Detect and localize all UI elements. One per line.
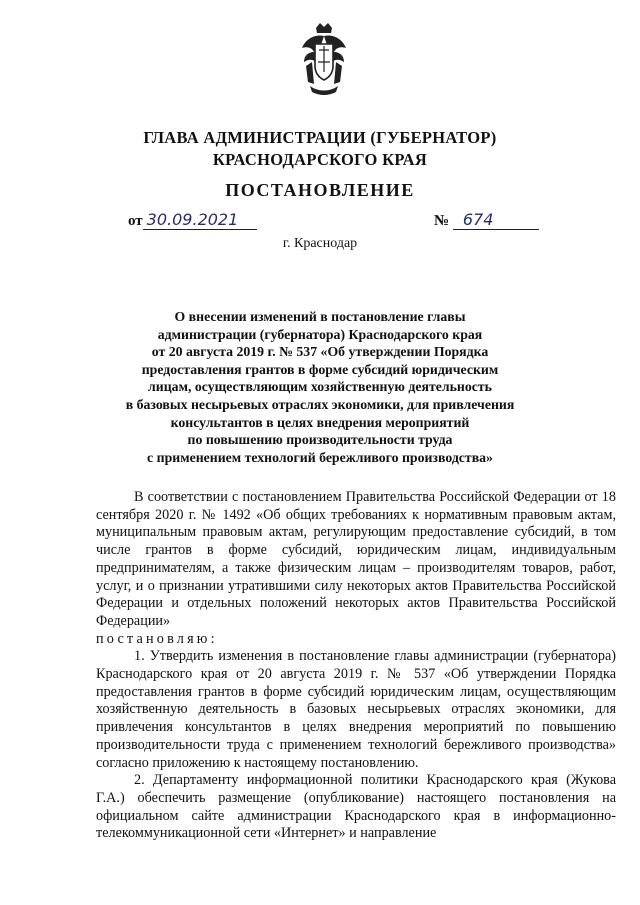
- document-title: [120, 308, 520, 466]
- item-1-paragraph: 1. Утвердить изменения в постановление главы администрации (губернатора) Краснодарского края от 20 августа 2019 г. № 537 «Об утверждении Порядка предоставления грантов в форме субсидий юридическим лицам, осуществляющим хозяйственную деятельность в базовых несырьевых отраслях экономики, для привлечения консультантов в целях внедрения мероприятий по повышению производительности труда с применением технологий бережливого производства» согласно приложению к настоящему постановлению.: [96, 648, 616, 771]
- document-body: [96, 489, 616, 843]
- title-line: лицам, осуществляющим хозяйственную деятельность: [148, 379, 492, 395]
- number-line: [434, 210, 539, 230]
- title-line: в базовых несырьевых отраслях экономики, для привлечения: [125, 396, 515, 412]
- document-type: ПОСТАНОВЛЕНИЕ: [225, 180, 415, 200]
- date-line: [128, 210, 257, 230]
- authority-line-1: ГЛАВА АДМИНИСТРАЦИИ (ГУБЕРНАТОР): [143, 128, 497, 147]
- krasnodar-coat-of-arms-icon: [298, 22, 350, 96]
- date-prefix: от: [128, 213, 143, 229]
- title-line: с применением технологий бережливого производства»: [147, 449, 493, 465]
- authority-line-2: КРАСНОДАРСКОГО КРАЯ: [212, 150, 428, 169]
- title-line: по повышению производительности труда: [187, 432, 453, 448]
- document-date: 30.09.2021: [143, 210, 257, 230]
- title-line: О внесении изменений в постановление главы: [174, 309, 466, 324]
- city: г. Краснодар: [282, 236, 358, 251]
- item-2-paragraph: 2. Департаменту информационной политики Краснодарского края (Жукова Г.А.) обеспечить размещение (опубликование) настоящего постановления на официальном сайте администрации Краснодарского края в информационно-телекоммуникационной сети «Интернет» и направление: [96, 772, 616, 842]
- title-line: предоставления грантов в форме субсидий юридическим: [141, 361, 499, 377]
- decree-word: постановляю:: [96, 630, 218, 647]
- title-line: от 20 августа 2019 г. № 537 «Об утверждении Порядка: [151, 344, 489, 360]
- number-prefix: №: [434, 213, 450, 229]
- title-line: консультантов в целях внедрения мероприятий: [170, 414, 470, 430]
- document-number: 674: [453, 210, 539, 230]
- title-line: администрации (губернатора) Краснодарского края: [157, 326, 483, 342]
- preamble-paragraph: В соответствии с постановлением Правительства Российской Федерации от 18 сентября 2020 г. № 1492 «Об общих требованиях к нормативным правовым актам, муниципальным правовым актам, регулирующим предоставление субсидий, в том числе грантов в форме субсидий, юридическим лицам, индивидуальным предпринимателям, а также физическим лицам – производителям товаров, работ, услуг, и о признании утратившими силу некоторых актов Правительства Российской Федерации и отдельных положений некоторых актов Правительства Российской Федерации»: [96, 489, 616, 629]
